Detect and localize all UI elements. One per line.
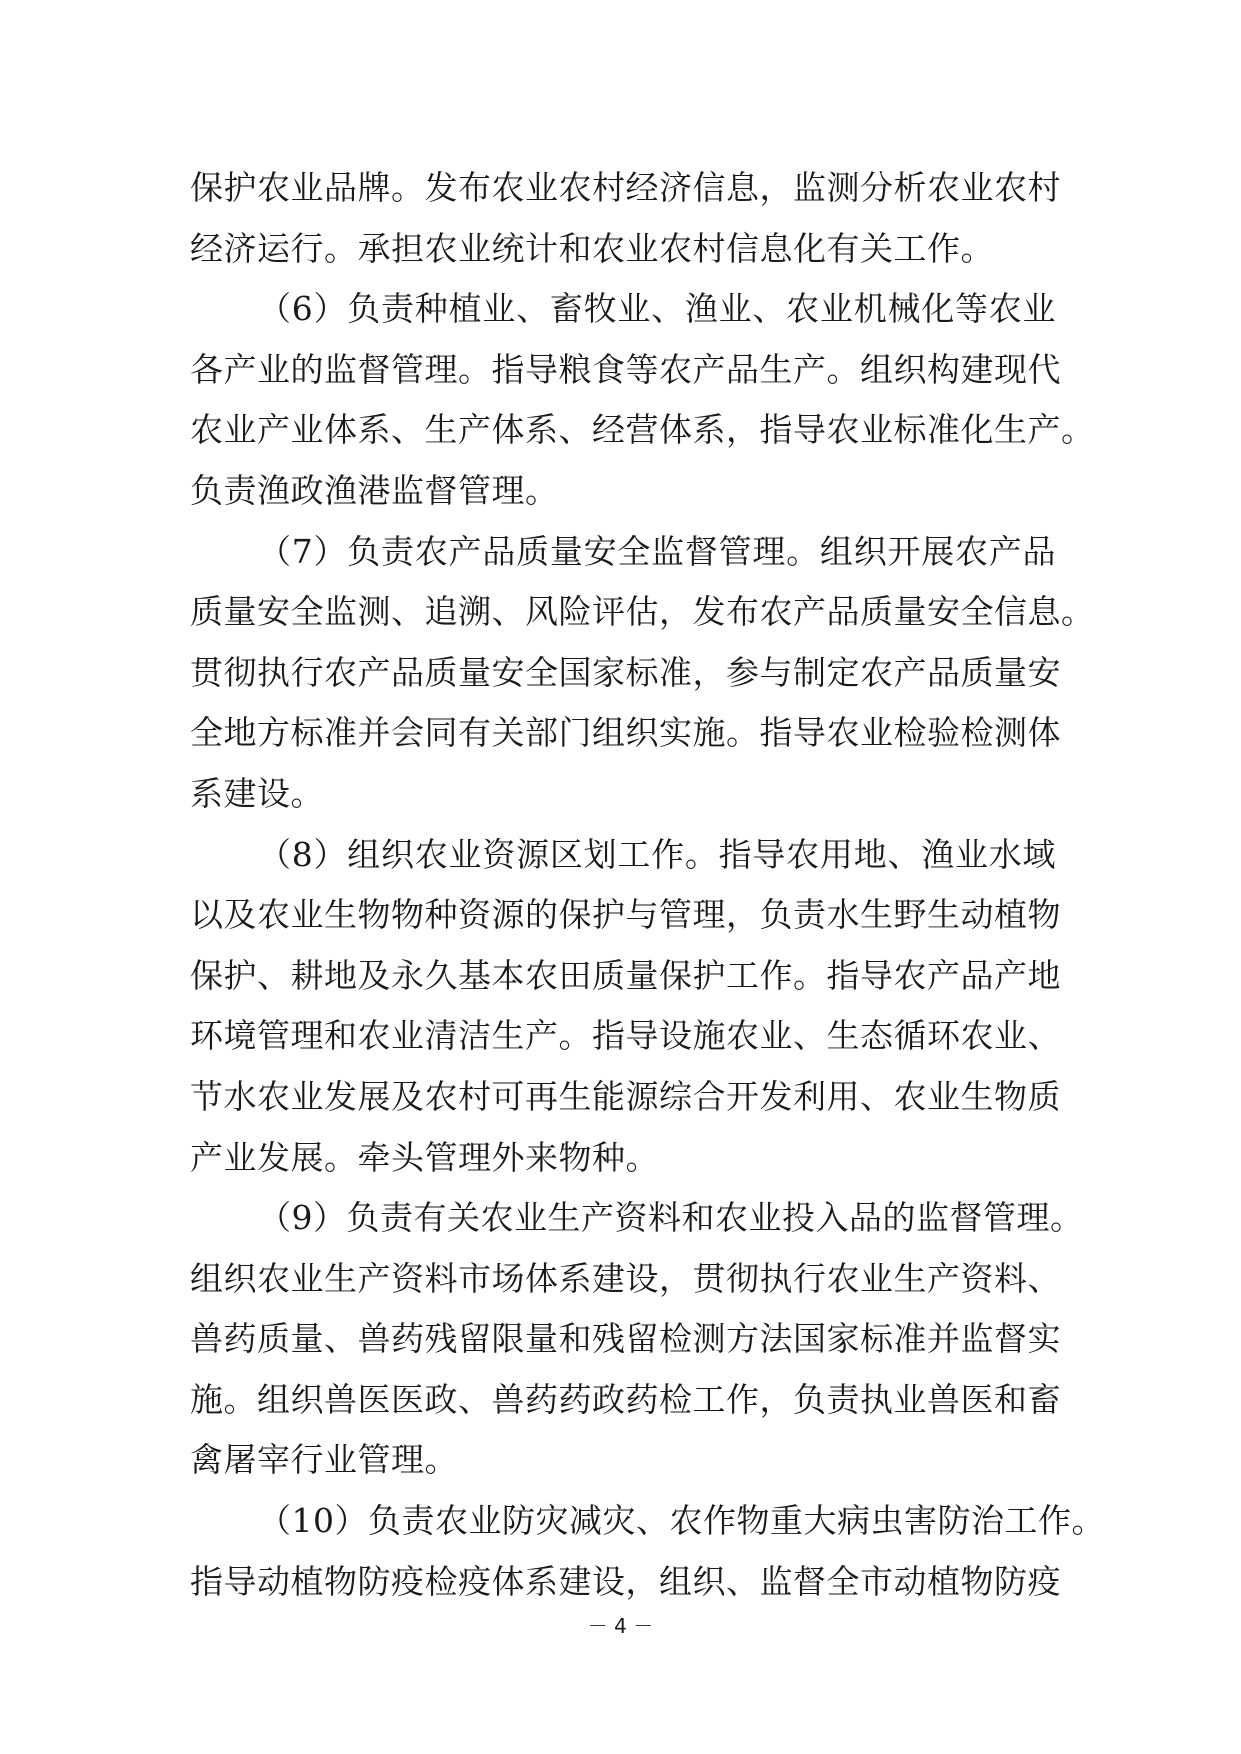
text-line: 各产业的监督管理。指导粮食等农产品生产。组织构建现代 — [190, 349, 1061, 389]
paragraph-first-line: （6）负责种植业、畜牧业、渔业、农业机械化等农业 — [258, 289, 1056, 329]
text-line: 禽屠宰行业管理。 — [190, 1440, 458, 1480]
text-line: 负责渔政渔港监督管理。 — [190, 470, 559, 510]
text-line: 兽药质量、兽药残留限量和残留检测方法国家标准并监督实 — [190, 1319, 1061, 1359]
paragraph-first-line: （7）负责农产品质量安全监督管理。组织开展农产品 — [258, 531, 1056, 571]
text-line: 贯彻执行农产品质量安全国家标准，参与制定农产品质量安 — [190, 652, 1061, 692]
paragraph-first-line: （8）组织农业资源区划工作。指导农用地、渔业水域 — [258, 834, 1056, 874]
text-line: 节水农业发展及农村可再生能源综合开发利用、农业生物质 — [190, 1076, 1061, 1116]
text-line: 产业发展。牵头管理外来物种。 — [190, 1137, 659, 1177]
paragraph-first-line: （9）负责有关农业生产资料和农业投入品的监督管理。 — [258, 1198, 1084, 1238]
document-body — [190, 158, 1105, 1612]
text-line: 经济运行。承担农业统计和农业农村信息化有关工作。 — [190, 228, 994, 268]
text-line: 农业产业体系、生产体系、经营体系，指导农业标准化生产。 — [190, 410, 1095, 450]
text-line: 保护、耕地及永久基本农田质量保护工作。指导农产品产地 — [190, 955, 1061, 995]
text-line: 保护农业品牌。发布农业农村经济信息，监测分析农业农村 — [190, 168, 1061, 207]
text-line: 指导动植物防疫检疫体系建设，组织、监督全市动植物防疫 — [190, 1561, 1061, 1601]
page-number: － 4 － — [587, 1614, 654, 1638]
paragraph-first-line: （10）负责农业防灾减灾、农作物重大病虫害防治工作。 — [258, 1501, 1105, 1541]
text-line: 质量安全监测、追溯、风险评估，发布农产品质量安全信息。 — [190, 592, 1095, 632]
text-line: 组织农业生产资料市场体系建设，贯彻执行农业生产资料、 — [190, 1258, 1061, 1298]
text-line: 环境管理和农业清洁生产。指导设施农业、生态循环农业、 — [190, 1016, 1061, 1056]
text-line: 施。组织兽医医政、兽药药政药检工作，负责执业兽医和畜 — [190, 1379, 1061, 1419]
text-line: 全地方标准并会同有关部门组织实施。指导农业检验检测体 — [190, 713, 1061, 753]
text-line: 以及农业生物物种资源的保护与管理，负责水生野生动植物 — [190, 895, 1061, 935]
text-line: 系建设。 — [190, 773, 324, 813]
